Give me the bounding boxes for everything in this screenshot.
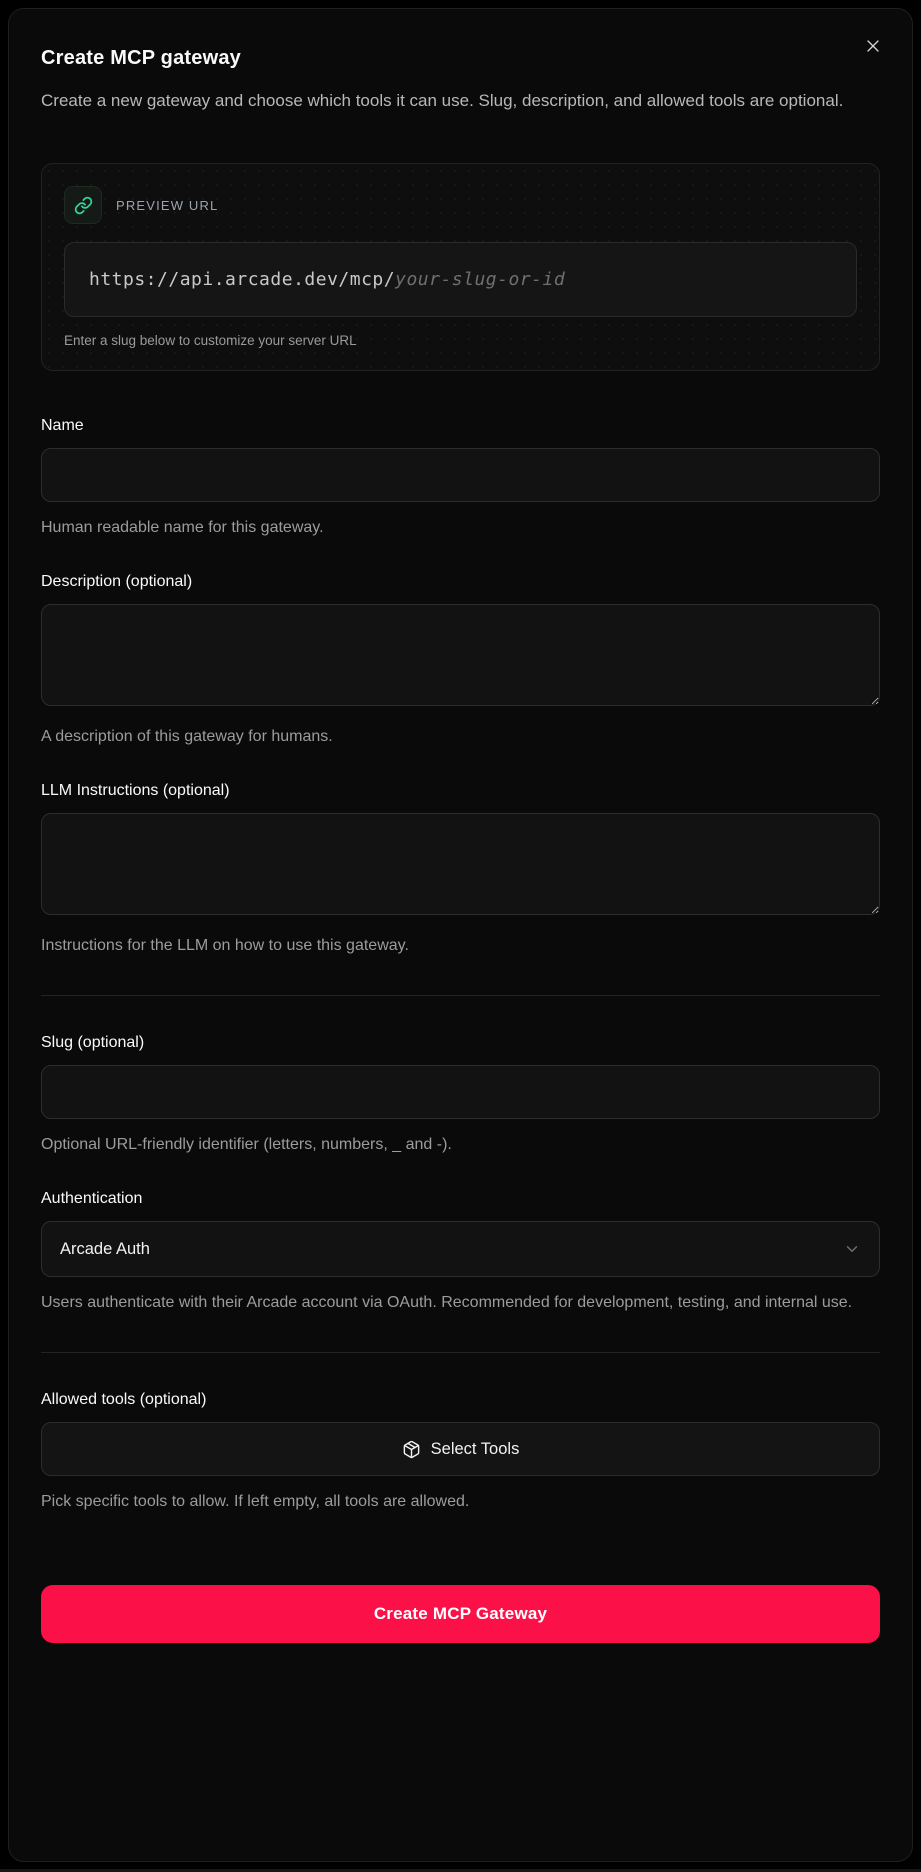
- allowed-tools-hint: Pick specific tools to allow. If left empty, all tools are allowed.: [41, 1493, 470, 1510]
- url-slug-placeholder: your-slug-or-id: [395, 269, 566, 290]
- llm-instructions-label: LLM Instructions (optional): [41, 782, 230, 799]
- preview-url-card: [41, 163, 880, 371]
- authentication-hint: Users authenticate with their Arcade account via OAuth. Recommended for development, testing, and internal use.: [41, 1294, 853, 1311]
- description-field-group: [41, 571, 880, 750]
- dialog-subtitle: Create a new gateway and choose which tools it can use. Slug, description, and allowed tools are optional.: [41, 91, 844, 110]
- url-prefix: https://api.arcade.dev/mcp/: [89, 269, 396, 290]
- allowed-tools-field-group: [41, 1389, 880, 1515]
- authentication-select[interactable]: [41, 1221, 880, 1277]
- slug-hint: Optional URL-friendly identifier (letters, numbers, _ and -).: [41, 1136, 452, 1153]
- authentication-selected-value: Arcade Auth: [60, 1239, 150, 1258]
- name-hint: Human readable name for this gateway.: [41, 519, 324, 536]
- link-icon-box: [64, 186, 102, 224]
- slug-field-group: [41, 1032, 880, 1158]
- select-tools-button[interactable]: [41, 1422, 880, 1476]
- preview-url-hint: Enter a slug below to customize your server URL: [64, 333, 357, 348]
- section-divider: [41, 995, 880, 996]
- dialog-title: Create MCP gateway: [41, 47, 241, 69]
- close-icon: [863, 36, 883, 56]
- preview-url-value: [64, 242, 857, 317]
- chevron-down-icon: [843, 1240, 861, 1258]
- description-label: Description (optional): [41, 573, 193, 590]
- authentication-label: Authentication: [41, 1190, 143, 1207]
- preview-url-label: PREVIEW URL: [116, 197, 219, 213]
- slug-input[interactable]: [41, 1065, 880, 1119]
- description-hint: A description of this gateway for humans.: [41, 728, 333, 745]
- allowed-tools-label: Allowed tools (optional): [41, 1391, 207, 1408]
- create-mcp-gateway-button[interactable]: Create MCP Gateway: [41, 1585, 880, 1643]
- name-field-group: [41, 415, 880, 541]
- llm-instructions-hint: Instructions for the LLM on how to use this gateway.: [41, 937, 409, 954]
- name-label: Name: [41, 417, 84, 434]
- authentication-field-group: [41, 1188, 880, 1316]
- create-mcp-gateway-dialog: [8, 8, 913, 1862]
- description-textarea[interactable]: [41, 604, 880, 706]
- package-icon: [402, 1440, 421, 1459]
- close-button[interactable]: [860, 33, 886, 59]
- llm-instructions-textarea[interactable]: [41, 813, 880, 915]
- link-icon: [74, 196, 93, 215]
- name-input[interactable]: [41, 448, 880, 502]
- llm-instructions-field-group: [41, 780, 880, 959]
- preview-url-header: [64, 186, 857, 224]
- section-divider: [41, 1352, 880, 1353]
- select-tools-label: Select Tools: [430, 1439, 520, 1458]
- slug-label: Slug (optional): [41, 1034, 145, 1051]
